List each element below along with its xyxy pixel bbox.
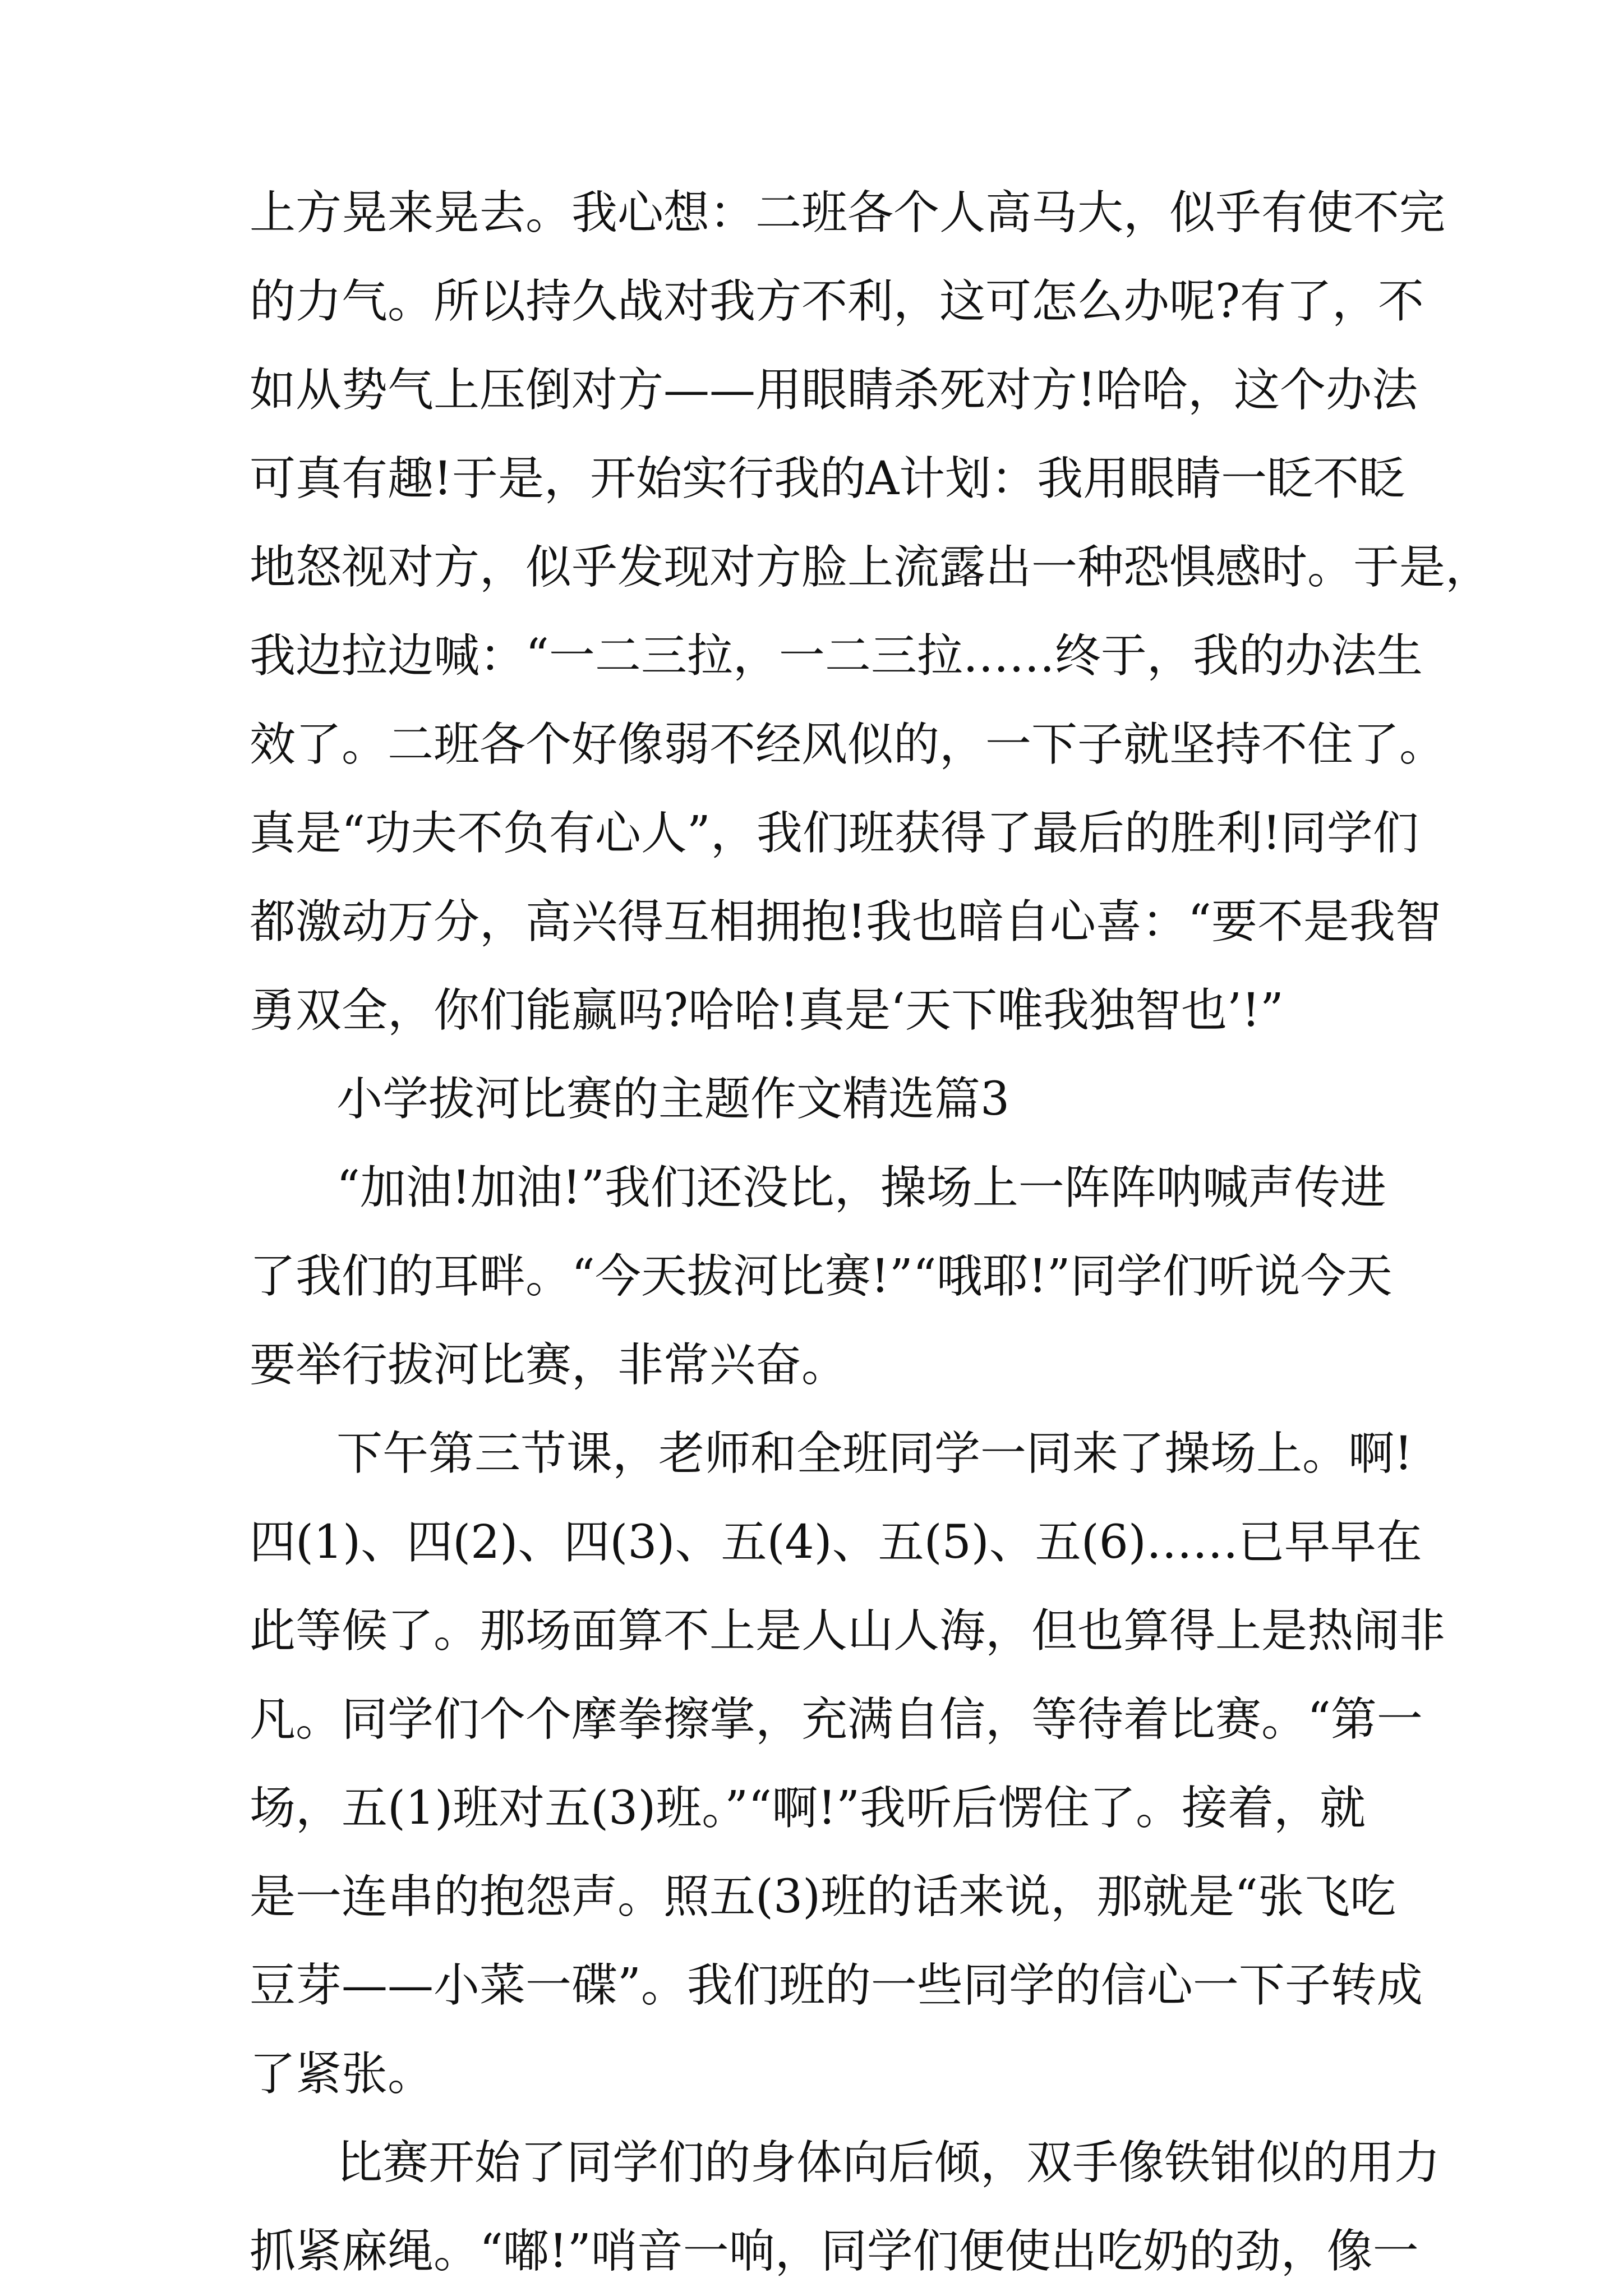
paragraph-line: 场，五(1)班对五(3)班。”“啊!”我听后愣住了。接着，就 [250,1782,1366,1835]
paragraph-line: 了我们的耳畔。“今天拔河比赛!”“哦耶!”同学们听说今天 [250,1250,1393,1303]
paragraph-line: 上方晃来晃去。我心想：二班各个人高马大，似乎有使不完 [250,186,1446,240]
paragraph-line: 要举行拔河比赛，非常兴奋。 [250,1338,848,1392]
paragraph-line: 此等候了。那场面算不上是人山人海，但也算得上是热闹非 [250,1604,1446,1658]
paragraph-line: 下午第三节课，老师和全班同学一同来了操场上。啊! [336,1427,1413,1480]
section-heading: 小学拔河比赛的主题作文精选篇3 [336,1073,1010,1126]
paragraph-line: 效了。二班各个好像弱不经风似的，一下子就坚持不住了。 [250,718,1446,771]
paragraph-line: 是一连串的抱怨声。照五(3)班的话来说，那就是“张飞吃 [250,1870,1396,1924]
paragraph-line: 真是“功夫不负有心人”，我们班获得了最后的胜利!同学们 [250,807,1419,860]
paragraph-line: 四(1)、四(2)、四(3)、五(4)、五(5)、五(6)……已早早在 [250,1516,1422,1569]
paragraph-line: 了紧张。 [250,2047,434,2101]
paragraph-line: 抓紧麻绳。“嘟!”哨音一响，同学们便使出吃奶的劲，像一 [250,2225,1419,2278]
paragraph-line: 地怒视对方，似乎发现对方脸上流露出一种恐惧感时。于是， [250,541,1492,594]
paragraph-line: 的力气。所以持久战对我方不利，这可怎么办呢?有了，不 [250,275,1424,328]
paragraph-line: 可真有趣!于是，开始实行我的A计划：我用眼睛一眨不眨 [250,452,1405,505]
paragraph-line: 我边拉边喊：“一二三拉，一二三拉……终于，我的办法生 [250,629,1423,683]
paragraph-line: 豆芽——小菜一碟”。我们班的一些同学的信心一下子转成 [250,1959,1423,2012]
paragraph-line: “加油!加油!”我们还没比，操场上一阵阵呐喊声传进 [336,1161,1386,1214]
paragraph-line: 都激动万分，高兴得互相拥抱!我也暗自心喜：“要不是我智 [250,895,1441,949]
paragraph-line: 如从势气上压倒对方——用眼睛杀死对方!哈哈，这个办法 [250,364,1418,417]
paragraph-line: 勇双全，你们能赢吗?哈哈!真是‘天下唯我独智也’!” [250,984,1284,1037]
paragraph-line: 比赛开始了同学们的身体向后倾，双手像铁钳似的用力 [336,2136,1441,2189]
paragraph-line: 凡。同学们个个摩拳擦掌，充满自信，等待着比赛。“第一 [250,1693,1423,1746]
